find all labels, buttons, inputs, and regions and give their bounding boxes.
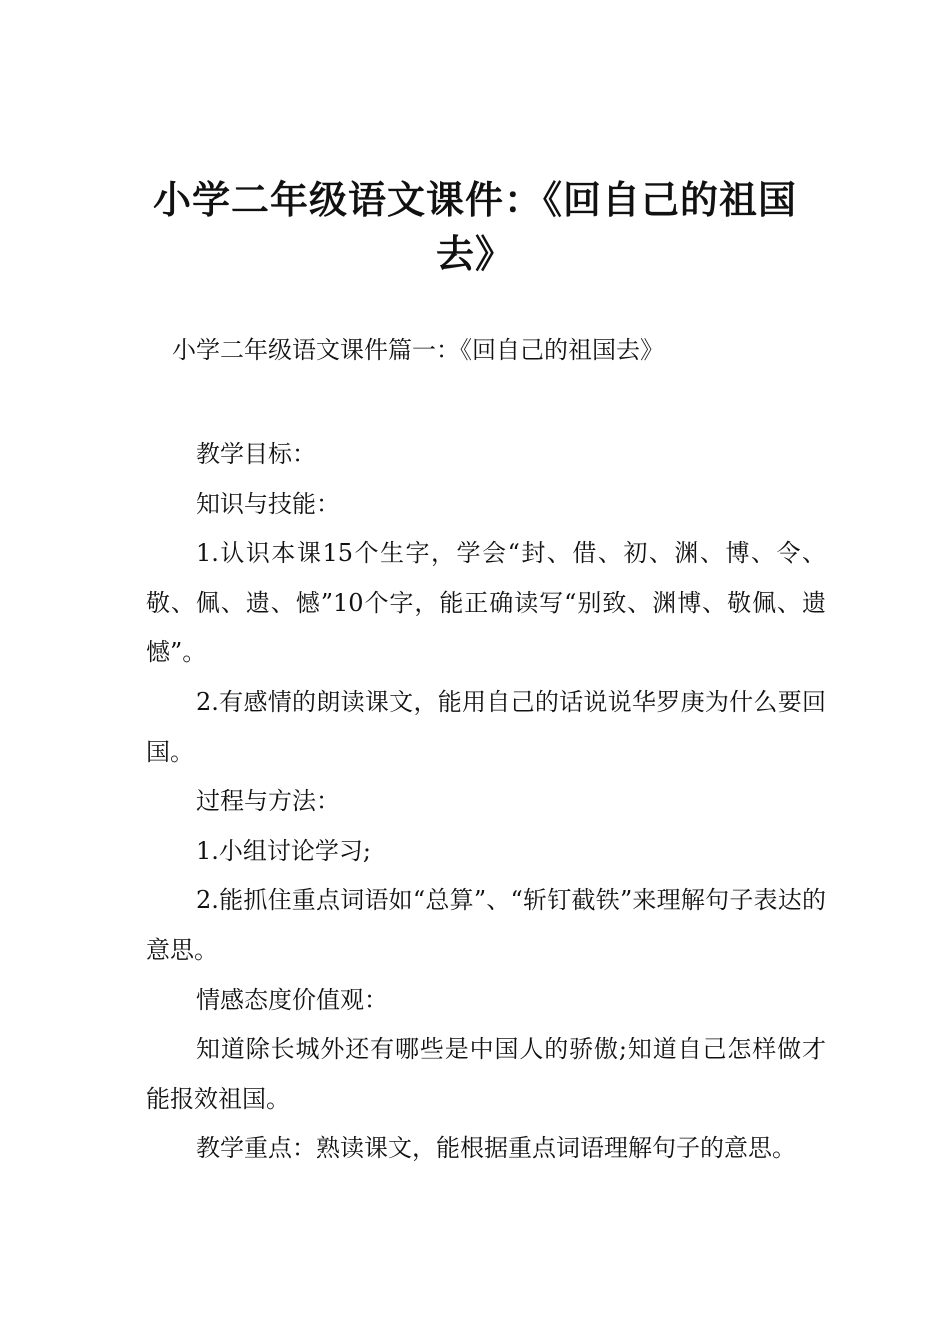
paragraph-method-1: 1.小组讨论学习; — [196, 836, 371, 865]
paragraph-emotion-values: 情感态度价值观： — [196, 985, 388, 1014]
paragraph-teaching-goals: 教学目标： — [196, 440, 316, 468]
paragraph-teaching-focus: 教学重点：熟读课文，能根据重点词语理解句子的意思。 — [196, 1134, 796, 1163]
paragraph-emotion-1: 知道除长城外还有哪些是中国人的骄傲;知道自己怎样做才能报效祖国。 — [146, 1035, 826, 1113]
document-title-line2: 去》 — [435, 232, 514, 276]
section-heading: 小学二年级语文课件篇一：《回自己的祖国去》 — [172, 336, 664, 364]
paragraph-goal-1: 1.认识本课15个生字，学会“封、借、初、渊、博、令、敬、佩、遗、憾”10个字，能正确读写“别致、渊博、敬佩、遗憾”。 — [146, 539, 826, 667]
document-title-line1: 小学二年级语文课件：《回自己的祖国 — [152, 178, 797, 222]
paragraph-process-method: 过程与方法： — [196, 787, 340, 816]
document-body — [146, 430, 826, 1174]
paragraph-goal-2: 2.有感情的朗读课文，能用自己的话说说华罗庚为什么要回国。 — [146, 687, 826, 766]
paragraph-knowledge-skills: 知识与技能： — [196, 489, 340, 518]
paragraph-method-2: 2.能抓住重点词语如“总算”、“斩钉截铁”来理解句子表达的意思。 — [146, 886, 826, 964]
